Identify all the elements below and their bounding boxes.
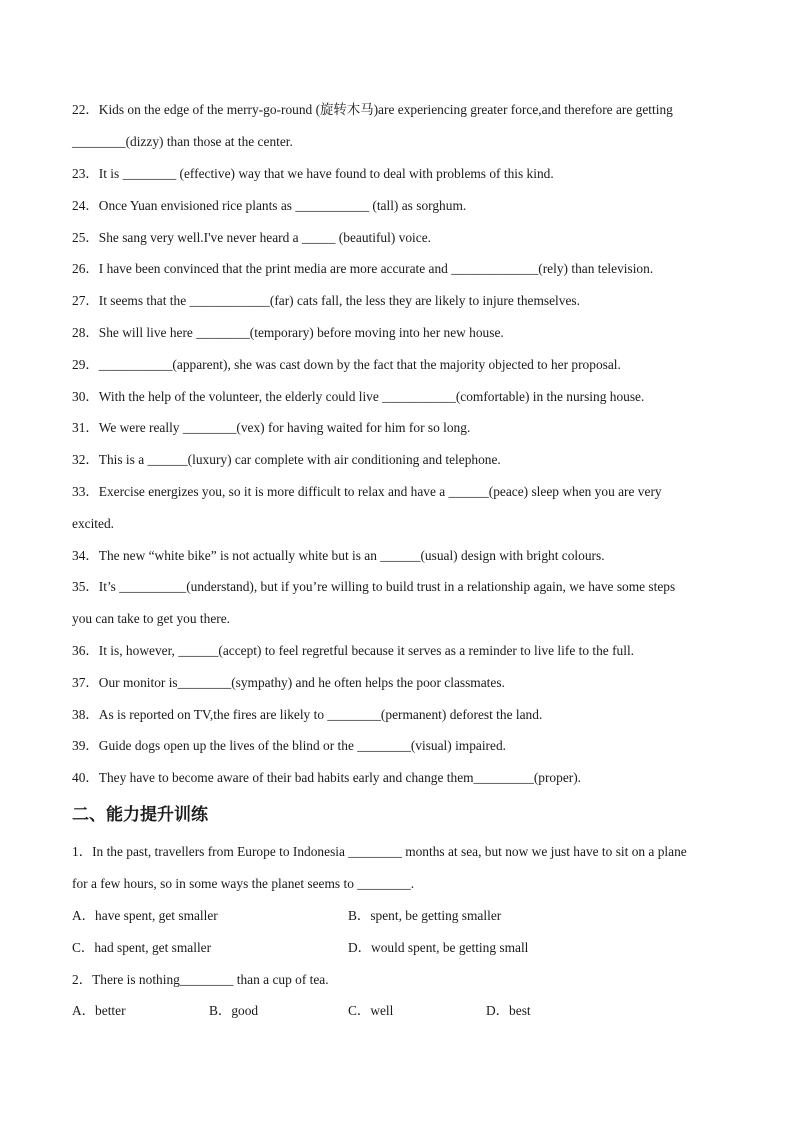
question-40: 40．They have to become aware of their bad habits early and change them_________(proper).: [72, 770, 582, 785]
question-33-line-2: excited.: [72, 516, 115, 531]
question-24: 24．Once Yuan envisioned rice plants as ___________ (tall) as sorghum.: [72, 198, 467, 213]
mc-question-1-option-c: C．had spent, get smaller: [72, 940, 212, 955]
question-35-line-1: 35．It’s __________(understand), but if you’re willing to build trust in a relationship again, we have some steps: [72, 579, 676, 594]
mc-question-2-option-b: B．good: [209, 1003, 259, 1018]
question-36: 36．It is, however, ______(accept) to feel regretful because it serves as a reminder to live life to the full.: [72, 643, 635, 658]
mc-question-2-option-a: A．better: [72, 1003, 126, 1018]
section-heading: 二、能力提升训练: [72, 805, 208, 825]
mc-question-1-line-2: for a few hours, so in some ways the planet seems to ________.: [72, 876, 415, 891]
question-22-line-2: ________(dizzy) than those at the center.: [72, 134, 293, 149]
question-29: 29．___________(apparent), she was cast down by the fact that the majority objected to her proposal.: [72, 357, 621, 372]
mc-question-1-option-b: B．spent, be getting smaller: [348, 908, 502, 923]
question-22-line-1: 22．Kids on the edge of the merry-go-round (旋转木马)are experiencing greater force,and therefore are getting: [72, 102, 673, 117]
mc-question-2-option-d: D．best: [486, 1003, 531, 1018]
question-26: 26．I have been convinced that the print media are more accurate and _____________(rely) than television.: [72, 261, 654, 276]
question-35-line-2: you can take to get you there.: [72, 611, 231, 626]
question-38: 38．As is reported on TV,the fires are likely to ________(permanent) deforest the land.: [72, 707, 543, 722]
question-23: 23．It is ________ (effective) way that we have found to deal with problems of this kind.: [72, 166, 554, 181]
mc-question-1-option-a: A．have spent, get smaller: [72, 908, 218, 923]
question-39: 39．Guide dogs open up the lives of the blind or the ________(visual) impaired.: [72, 738, 507, 753]
question-37: 37．Our monitor is________(sympathy) and he often helps the poor classmates.: [72, 675, 505, 690]
question-34: 34．The new “white bike” is not actually white but is an ______(usual) design with bright colours.: [72, 548, 605, 563]
question-27: 27．It seems that the ____________(far) cats fall, the less they are likely to injure themselves.: [72, 293, 580, 308]
question-31: 31．We were really ________(vex) for having waited for him for so long.: [72, 420, 471, 435]
question-28: 28．She will live here ________(temporary) before moving into her new house.: [72, 325, 504, 340]
question-25: 25．She sang very well.I've never heard a _____ (beautiful) voice.: [72, 230, 431, 245]
question-33-line-1: 33．Exercise energizes you, so it is more difficult to relax and have a ______(peace) sleep when you are very: [72, 484, 662, 499]
mc-question-1-option-d: D．would spent, be getting small: [348, 940, 529, 955]
question-32: 32．This is a ______(luxury) car complete with air conditioning and telephone.: [72, 452, 501, 467]
question-30: 30．With the help of the volunteer, the elderly could live ___________(comfortable) in the nursing house.: [72, 389, 645, 404]
mc-question-1-line-1: 1．In the past, travellers from Europe to Indonesia ________ months at sea, but now we just have to sit on a plane: [72, 844, 687, 859]
mc-question-2-option-c: C．well: [348, 1003, 394, 1018]
mc-question-2-stem: 2．There is nothing________ than a cup of tea.: [72, 972, 329, 987]
